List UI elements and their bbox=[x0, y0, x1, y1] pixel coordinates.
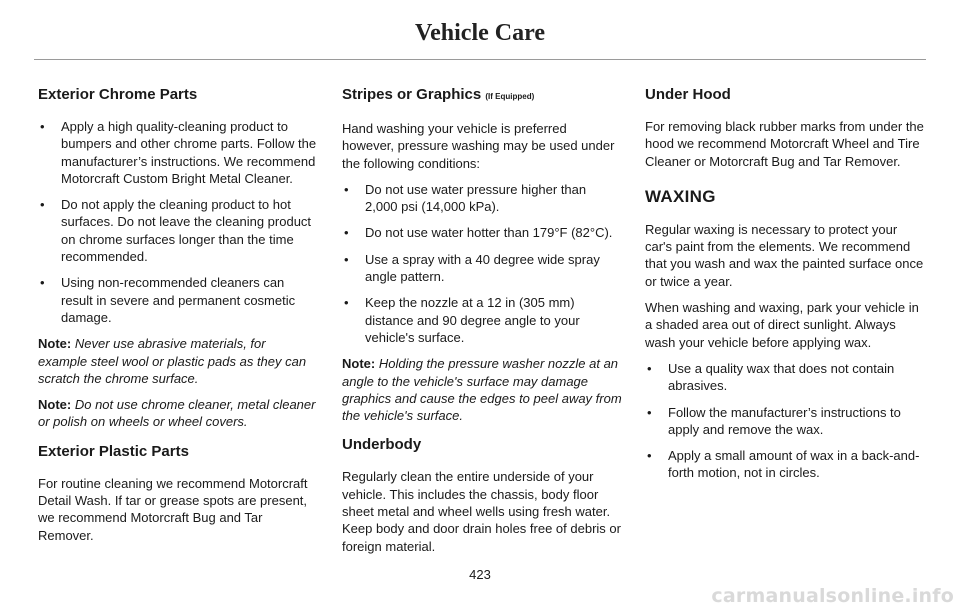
bullet: • bbox=[344, 295, 349, 311]
list-item-text: Use a quality wax that does not contain abrasives. bbox=[668, 360, 895, 394]
note-text: Never use abrasive materials, for example steel wool or plastic pads as they can scratch the chrome surface. bbox=[38, 336, 307, 386]
section-heading-exterior-chrome: Exterior Chrome Parts bbox=[38, 86, 198, 103]
list-item bbox=[645, 447, 925, 482]
page-number: 423 bbox=[469, 567, 491, 582]
list-item bbox=[342, 224, 622, 241]
note-text: Do not use chrome cleaner, metal cleaner or polish on wheels or wheel covers. bbox=[38, 397, 316, 430]
header-divider bbox=[34, 59, 926, 60]
list-item-text: Apply a small amount of wax in a back-and-forth motion, not in circles. bbox=[668, 448, 920, 481]
list-item bbox=[342, 181, 622, 216]
list-item-text: Apply a high quality-cleaning product to bumpers and other chrome parts. Follow the manufacturer’s instructions. We recommend Motorcraft Custom Bright Metal Cleaner. bbox=[61, 119, 317, 186]
bullet: • bbox=[344, 225, 349, 241]
list-item bbox=[645, 404, 925, 439]
list-item-text: Use a spray with a 40 degree wide spray angle pattern. bbox=[365, 251, 600, 285]
section-heading-stripes-graphics bbox=[342, 86, 622, 106]
paragraph: For removing black rubber marks from under the hood we recommend Motorcraft Wheel and Tire Cleaner or Motorcraft Bug and Tar Remover. bbox=[645, 119, 924, 169]
list-item bbox=[342, 251, 622, 286]
list-item bbox=[38, 274, 318, 326]
list-item bbox=[38, 118, 318, 187]
section-heading-underbody: Underbody bbox=[342, 436, 422, 454]
paragraph: Hand washing your vehicle is preferred however, pressure washing may be used under the following conditions: bbox=[342, 121, 615, 171]
paragraph: For routine cleaning we recommend Motorcraft Detail Wash. If tar or grease spots are present, we recommend Motorcraft Bug and Tar Remover. bbox=[38, 475, 308, 543]
bullet: • bbox=[40, 119, 45, 134]
bullet: • bbox=[647, 360, 652, 376]
note bbox=[38, 335, 318, 387]
column-2 bbox=[342, 86, 622, 564]
note-label: Note: bbox=[38, 397, 72, 413]
waxing-list bbox=[645, 360, 925, 482]
list-item-text: Do not use water hotter than 179°F (82°C). bbox=[365, 225, 613, 241]
section-heading-under-hood: Under Hood bbox=[645, 86, 731, 103]
bullet: • bbox=[647, 448, 652, 464]
paragraph: Regular waxing is necessary to protect your car's paint from the elements. We recommend that you wash and wax the painted surface once or twice a year. bbox=[645, 221, 924, 289]
list-item bbox=[342, 294, 622, 346]
bullet: • bbox=[344, 181, 349, 197]
list-item-text: Using non-recommended cleaners can result in severe and permanent cosmetic damage. bbox=[61, 275, 296, 325]
list-item bbox=[38, 196, 318, 265]
column-3 bbox=[645, 86, 925, 491]
list-item bbox=[645, 360, 925, 395]
note-label: Note: bbox=[38, 336, 72, 352]
note bbox=[342, 355, 622, 424]
heading-suffix: (If Equipped) bbox=[485, 92, 535, 101]
note-label: Note: bbox=[342, 356, 376, 372]
bullet: • bbox=[40, 275, 45, 291]
watermark: carmanualsonline.info bbox=[711, 585, 954, 607]
paragraph: Regularly clean the entire underside of your vehicle. This includes the chassis, body floor sheet metal and wheel wells using fresh water. Keep body and door drain holes free of debris or foreign material. bbox=[342, 469, 621, 554]
list-item-text: Follow the manufacturer’s instructions to apply and remove the wax. bbox=[668, 404, 901, 437]
bullet: • bbox=[344, 251, 349, 267]
paragraph: When washing and waxing, park your vehicle in a shaded area out of direct sunlight. Always wash your vehicle before applying wax. bbox=[645, 300, 919, 350]
heading-text: Stripes or Graphics bbox=[342, 86, 482, 103]
bullet: • bbox=[647, 404, 652, 420]
section-heading-exterior-plastic: Exterior Plastic Parts bbox=[38, 442, 189, 460]
column-1 bbox=[38, 86, 318, 553]
list-item-text: Do not apply the cleaning product to hot surfaces. Do not leave the cleaning product on chrome surfaces longer than the time recommended. bbox=[61, 197, 312, 265]
note bbox=[38, 396, 318, 431]
page-title: Vehicle Care bbox=[415, 20, 545, 46]
bullet: • bbox=[40, 197, 45, 213]
section-heading-waxing: WAXING bbox=[645, 186, 716, 206]
chrome-list bbox=[38, 118, 318, 326]
list-item-text: Do not use water pressure higher than 2,000 psi (14,000 kPa). bbox=[365, 181, 587, 215]
note-text: Holding the pressure washer nozzle at an angle to the vehicle's surface may damage graphics and cause the edges to peel away from the vehicle's surface. bbox=[342, 356, 622, 424]
list-item-text: Keep the nozzle at a 12 in (305 mm) distance and 90 degree angle to your vehicle's surface. bbox=[365, 295, 580, 345]
pressure-wash-list bbox=[342, 181, 622, 346]
